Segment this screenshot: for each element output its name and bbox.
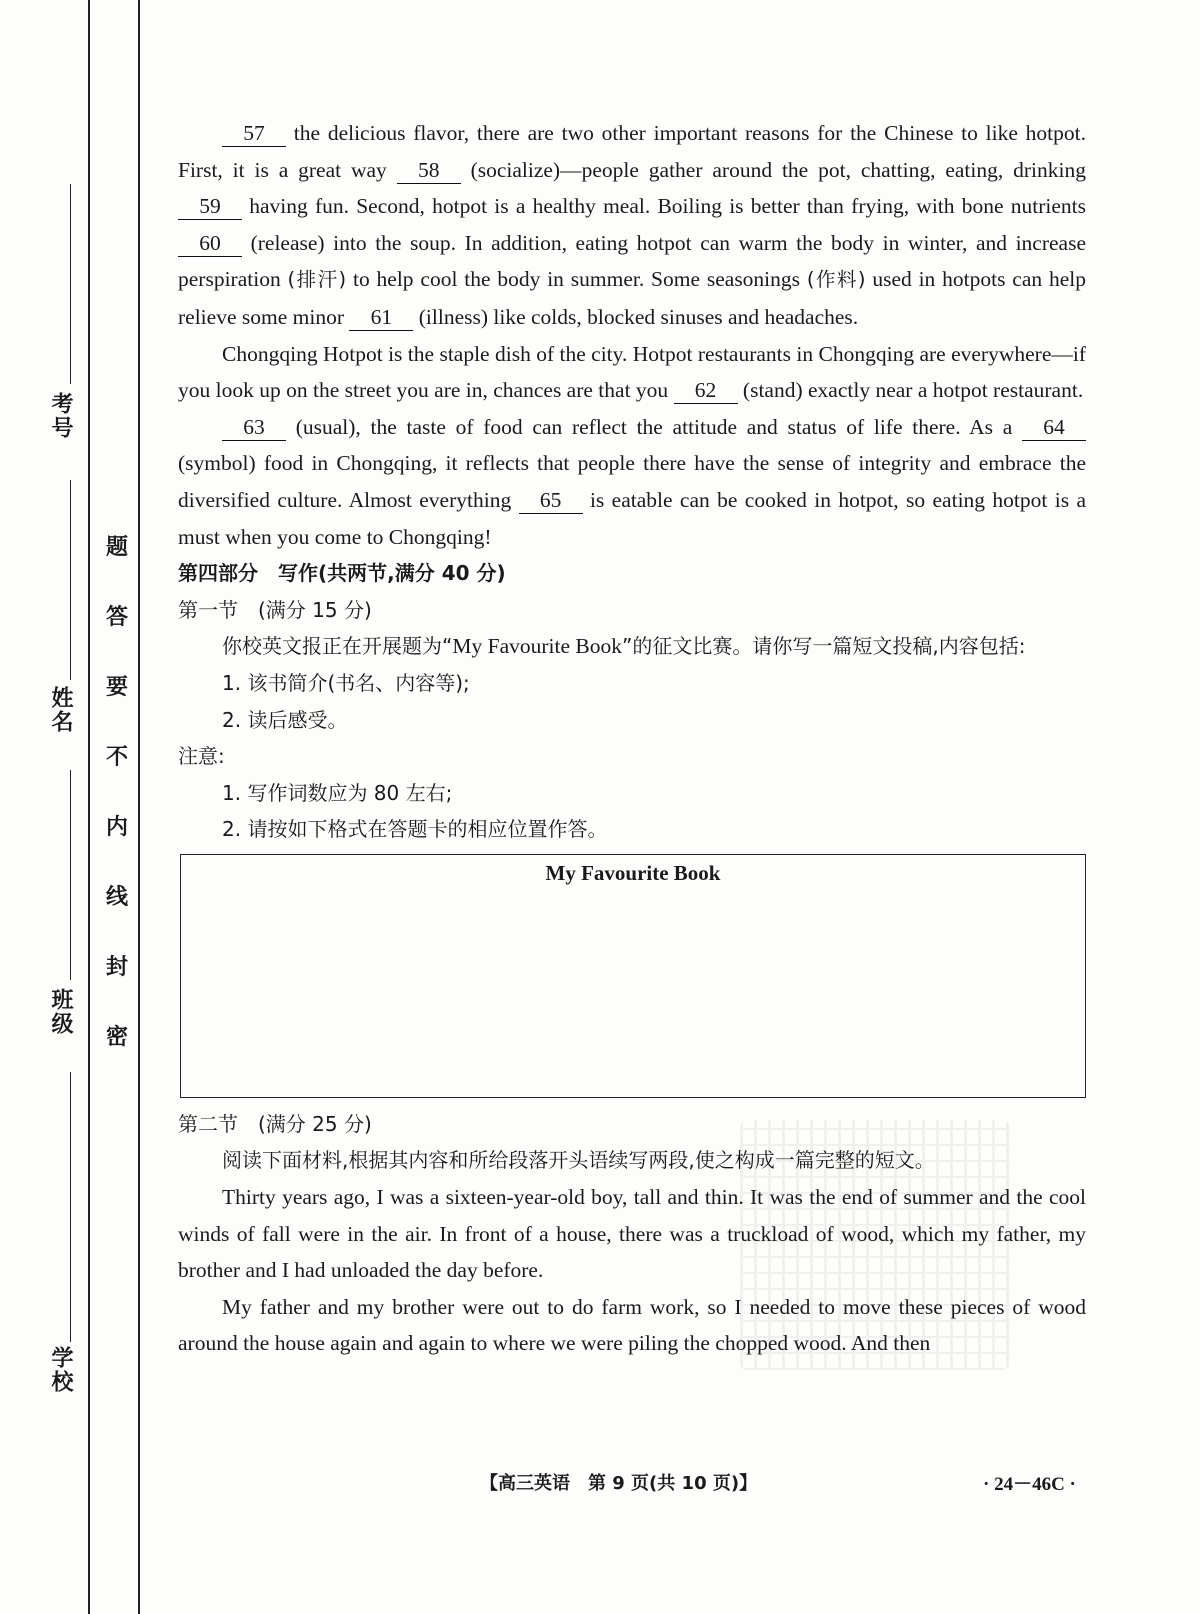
requirement-item-2: 2. 读后感受。 <box>222 707 348 732</box>
text: having fun. Second, hotpot is a healthy meal. Boiling is better than frying, with bone nutrients <box>242 194 1086 219</box>
section-one-heading: 第一节 (满分 15 分) <box>178 597 372 622</box>
blank-61[interactable]: 61 <box>349 304 413 331</box>
seal-char: 封 <box>105 955 128 980</box>
gloss: (作料) <box>806 268 866 292</box>
seal-char: 线 <box>105 885 128 910</box>
name-label: 姓名 <box>48 686 73 734</box>
binding-margin <box>0 0 160 1614</box>
text: used in hotpots can help relieve some minor <box>178 267 1086 329</box>
text: (symbol) food in Chongqing, it reflects that people there have the sense of integrity and embrace the diversified culture. Almost everything <box>178 451 1086 512</box>
essay-title-ref: My Favourite Book <box>452 634 622 659</box>
text: (stand) exactly near a hotpot restaurant. <box>737 378 1084 403</box>
story-paragraph-2: My father and my brother were out to do farm work, so I needed to move these pieces of wood around the house again and again to where we were piling the chopped wood. And then <box>178 1294 1086 1356</box>
text: (usual), the taste of food can reflect the attitude and status of life there. As a <box>286 414 1022 439</box>
seal-char: 内 <box>105 815 128 840</box>
binding-line-outer <box>88 0 90 1614</box>
blank-59[interactable]: 59 <box>178 193 242 220</box>
note-label: 注意: <box>178 744 225 769</box>
page-content <box>178 115 1086 1362</box>
school-line <box>70 1072 71 1342</box>
name-line <box>70 480 71 680</box>
text: Chongqing Hotpot is the staple dish of the city. Hotpot restaurants in Chongqing are everywhere—if you look up on the street you are in, chances are that you <box>178 341 1086 403</box>
seal-char: 答 <box>105 605 128 630</box>
text: (illness) like colds, blocked sinuses and headaches. <box>413 304 859 329</box>
blank-58[interactable]: 58 <box>397 157 461 184</box>
seal-char: 要 <box>105 675 128 700</box>
seal-char: 不 <box>105 745 128 770</box>
answer-box-title: My Favourite Book <box>545 860 721 885</box>
blank-63[interactable]: 63 <box>222 414 286 441</box>
text: (release) into the soup. In addition, eating hotpot can warm the body in winter, and increase perspiration <box>178 230 1086 292</box>
cloze-paragraph-3 <box>178 409 1086 555</box>
text: is eatable can be cooked in hotpot, so eating hotpot is a must when you come to Chongqing! <box>178 487 1087 549</box>
blank-60[interactable]: 60 <box>178 230 242 257</box>
exam-code: · 24－46C · <box>983 1474 1076 1495</box>
section-one-prompt <box>178 628 1086 665</box>
answer-box[interactable] <box>180 854 1086 1098</box>
text: to help cool the body in summer. Some seasonings <box>346 267 807 292</box>
text: the delicious flavor, there are two other important reasons for the Chinese to like hotpot. First, it is a great way <box>178 121 1086 182</box>
exam-number-line <box>70 184 71 384</box>
section-two-instruction: 阅读下面材料,根据其内容和所给段落开头语续写两段,使之构成一篇完整的短文。 <box>222 1148 935 1173</box>
note-item-1: 1. 写作词数应为 80 左右; <box>222 780 453 805</box>
page-footer: 【高三英语 第 9 页(共 10 页)】 <box>480 1473 758 1494</box>
blank-62[interactable]: 62 <box>674 377 738 404</box>
text: ”的征文比赛。请你写一篇短文投稿,内容包括: <box>621 634 1026 659</box>
cloze-paragraph-1 <box>178 115 1086 336</box>
school-label: 学校 <box>48 1346 73 1394</box>
section-two-heading: 第二节 (满分 25 分) <box>178 1111 372 1136</box>
blank-64[interactable]: 64 <box>1022 414 1086 441</box>
cloze-paragraph-2 <box>178 336 1086 409</box>
story-paragraph-1: Thirty years ago, I was a sixteen-year-old boy, tall and thin. It was the end of summer and the cool winds of fall were in the air. In front of a house, there was a truckload of wood, which my father, my brother and I had unloaded the day before. <box>178 1185 1086 1283</box>
binding-line-inner <box>138 0 140 1614</box>
gloss: (排汗) <box>287 268 347 292</box>
blank-65[interactable]: 65 <box>519 487 583 514</box>
class-label: 班级 <box>48 988 73 1036</box>
part-four-heading: 第四部分 写作(共两节,满分 40 分) <box>178 561 506 586</box>
exam-number-label: 考号 <box>48 392 73 440</box>
blank-57[interactable]: 57 <box>222 120 286 147</box>
seal-char: 题 <box>105 535 128 560</box>
seal-char: 密 <box>105 1025 128 1050</box>
note-item-2: 2. 请按如下格式在答题卡的相应位置作答。 <box>222 817 608 842</box>
text: (socialize)—people gather around the pot, chatting, eating, drinking <box>460 157 1086 182</box>
class-line <box>70 770 71 980</box>
text: 你校英文报正在开展题为“ <box>222 634 453 659</box>
requirement-item-1: 1. 该书简介(书名、内容等); <box>222 670 470 695</box>
